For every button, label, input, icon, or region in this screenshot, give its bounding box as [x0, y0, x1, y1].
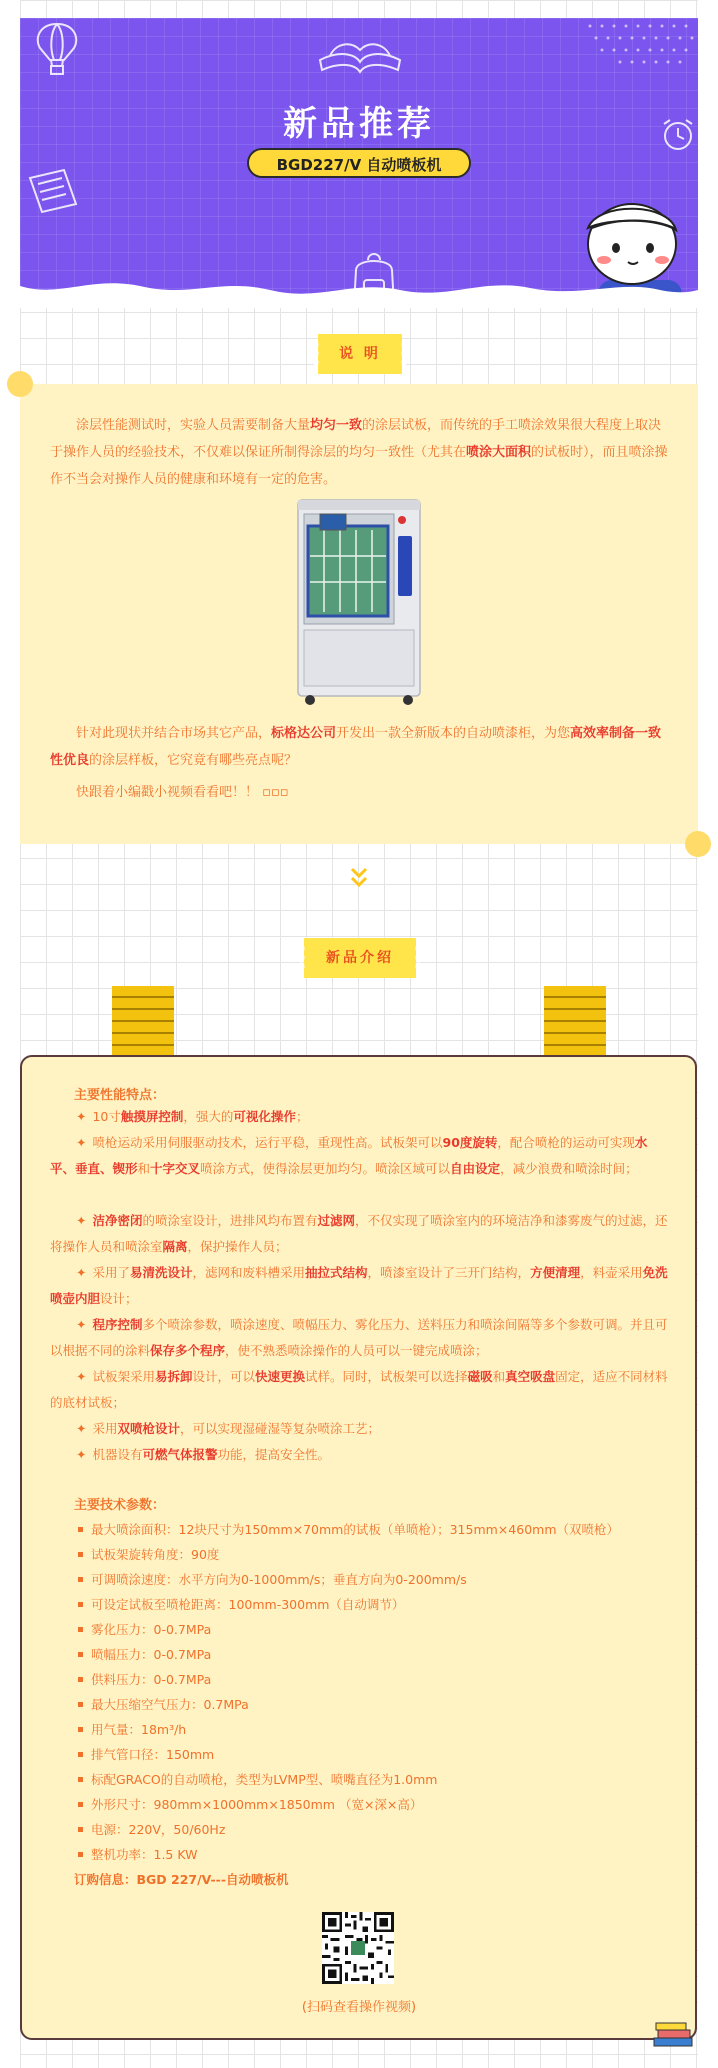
spec-item: 用气量：18m³/h — [76, 1717, 666, 1743]
feature-item: ✦ 喷枪运动采用伺服驱动技术，运行平稳，重现性高。试板架可以90度旋转，配合喷枪的运动可实现水平、垂直、锲形和十字交叉喷涂方式，使得涂层更加均匀。喷涂区域可以自由设定，减少浪费和喷涂时间； — [50, 1135, 648, 1176]
spec-item: 最大喷涂面积：12块尺寸为150mm×70mm的试板（单喷枪）；315mm×460mm（双喷枪） — [76, 1517, 666, 1543]
chevron-down-icon — [350, 867, 368, 889]
feature-item: ✦ 采用双喷枪设计，可以实现湿碰湿等复杂喷涂工艺； — [76, 1421, 381, 1436]
spec-item: 可设定试板至喷枪距离：100mm-300mm（自动调节） — [76, 1592, 666, 1618]
features-heading: 主要性能特点： — [74, 1088, 166, 1103]
corner-dot — [7, 371, 33, 397]
specs-heading: 主要技术参数： — [74, 1498, 166, 1513]
feature-item: ✦ 机器设有可燃气体报警功能，提高安全性。 — [76, 1447, 331, 1462]
books-icon — [650, 2020, 696, 2050]
spec-item: 喷幅压力：0-0.7MPa — [76, 1642, 666, 1668]
feature-item: ✦ 采用了易清洗设计，滤网和废料槽采用抽拉式结构，喷漆室设计了三开门结构，方便清理，料壶采用免洗喷壶内胆设计； — [50, 1265, 668, 1306]
corner-dot — [685, 831, 711, 857]
qr-code[interactable] — [322, 1912, 394, 1984]
feature-item: ✦ 试板架采用易拆卸设计，可以快速更换试样。同时，试板架可以选择磁吸和真空吸盘固定，适应不同材料的底材试板； — [50, 1369, 668, 1410]
notebook-icon — [24, 164, 84, 220]
balloon-icon — [30, 20, 84, 80]
decorative-pillar-right — [544, 986, 606, 1056]
feature-item: ✦ 洁净密闭的喷涂室设计，进排风均布置有过滤网，不仅实现了喷涂室内的环境洁净和漆雾废气的过滤，还将操作人员和喷涂室隔离，保护操作人员； — [50, 1213, 668, 1254]
spec-item: 整机功率：1.5 KW — [76, 1842, 666, 1868]
intro-paragraph-2: 针对此现状并结合市场其它产品，标格达公司开发出一款全新版本的自动喷漆柜，为您高效率制备一致性优良的涂层样板，它究竟有哪些亮点呢？ — [50, 726, 662, 768]
book-icon — [310, 30, 410, 80]
page-title: 新品推荐 — [283, 104, 435, 144]
hero-banner — [20, 18, 698, 308]
feature-item: ✦ 10寸触摸屏控制，强大的可视化操作； — [76, 1109, 309, 1124]
hero-wave — [20, 268, 698, 308]
spec-item: 供料压力：0-0.7MPa — [76, 1667, 666, 1693]
order-info: 订购信息：BGD 227/V---自动喷板机 — [74, 1872, 289, 1887]
spec-item: 排气管口径：150mm — [76, 1742, 666, 1768]
tag-product-intro: 新品介绍 — [304, 938, 416, 978]
tag-intro: 说 明 — [318, 334, 402, 374]
spec-item: 雾化压力：0-0.7MPa — [76, 1617, 666, 1643]
decorative-pillar-left — [112, 986, 174, 1056]
spec-item: 外形尺寸：980mm×1000mm×1850mm （宽×深×高） — [76, 1792, 666, 1818]
product-name-badge: BGD227/V 自动喷板机 — [247, 148, 471, 178]
intro-paragraph-1: 涂层性能测试时，实验人员需要制备大量均匀一致的涂层试板，而传统的手工喷涂效果很大程度上取决于操作人员的经验技术，不仅难以保证所制得涂层的均匀一致性（尤其在喷涂大面积的试板时），而且喷涂操作不当会对操作人员的健康和环境有一定的危害。 — [50, 418, 668, 487]
product-machine-image — [290, 496, 428, 706]
emoji-placeholder: ▫▫▫ — [262, 785, 289, 800]
spec-item: 试板架旋转角度：90度 — [76, 1542, 666, 1568]
feature-item: ✦ 程序控制多个喷涂参数，喷涂速度、喷幅压力、雾化压力、送料压力和喷涂间隔等多个参数可调。并且可以根据不同的涂料保存多个程序，使不熟悉喷涂操作的人员可以一键完成喷涂； — [50, 1317, 668, 1358]
spec-item: 电源：220V，50/60Hz — [76, 1817, 666, 1843]
intro-paragraph-3: 快跟着小编戳小视频看看吧！！ ▫▫▫ — [76, 785, 289, 800]
dot-pattern — [580, 18, 698, 78]
spec-item: 可调喷涂速度：水平方向为0-1000mm/s；垂直方向为0-200mm/s — [76, 1567, 666, 1593]
spec-item: 最大压缩空气压力：0.7MPa — [76, 1692, 666, 1718]
qr-caption: (扫码查看操作视频) — [301, 2000, 417, 2015]
spec-item: 标配GRACO的自动喷枪，类型为LVMP型、喷嘴直径为1.0mm — [76, 1767, 666, 1793]
